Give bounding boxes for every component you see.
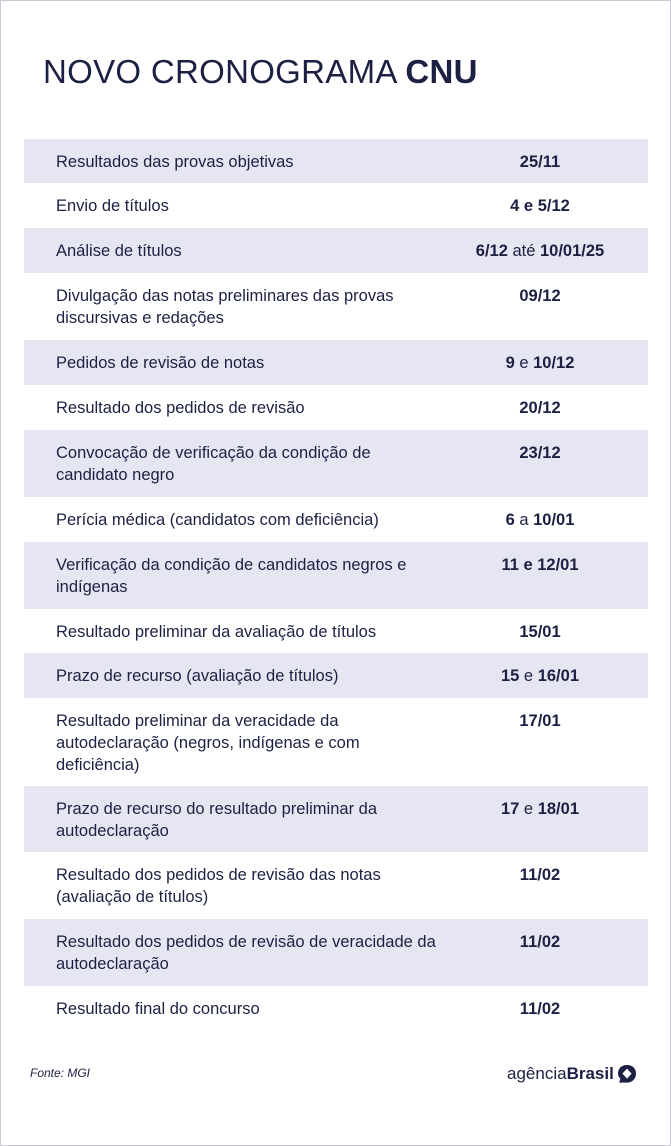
date-value: 16/01	[537, 667, 579, 685]
brand-text-light: agência	[507, 1064, 567, 1083]
row-label: Convocação de verificação da condição de candidato negro	[56, 444, 371, 484]
row-date	[444, 621, 636, 643]
date-value: 6/12	[475, 242, 508, 260]
date-value: 11/02	[519, 1000, 561, 1018]
row-date	[444, 798, 636, 820]
date-value: 10/01/25	[540, 242, 605, 260]
table-row	[24, 786, 648, 852]
table-row	[24, 340, 648, 385]
row-label: Resultado dos pedidos de revisão de veracidade da autodeclaração	[56, 933, 436, 973]
row-date	[444, 509, 636, 531]
row-label: Prazo de recurso do resultado preliminar da autodeclaração	[56, 800, 378, 840]
date-value: 15	[500, 667, 520, 685]
table-row	[24, 273, 648, 340]
row-date	[444, 442, 636, 464]
row-date	[444, 665, 636, 687]
table-row	[24, 986, 648, 1031]
row-label: Resultado preliminar da veracidade da autodeclaração (negros, indígenas e com deficiência)	[56, 712, 360, 774]
date-value: 11 e 12/01	[501, 556, 579, 574]
date-connector: e	[514, 354, 534, 372]
date-connector: até	[507, 242, 540, 260]
table-row	[24, 497, 648, 542]
table-row	[24, 852, 648, 919]
row-label: Divulgação das notas preliminares das provas discursivas e redações	[56, 287, 394, 327]
brand-text-bold: Brasil	[566, 1064, 614, 1083]
table-row	[24, 139, 648, 183]
row-date	[444, 554, 636, 576]
date-value: 11/02	[519, 866, 561, 884]
date-connector: e	[519, 800, 538, 818]
row-date	[444, 195, 636, 217]
date-value: 17/01	[519, 712, 561, 730]
agencia-brasil-logo-icon	[616, 1063, 638, 1085]
row-label: Envio de títulos	[56, 197, 169, 215]
table-row	[24, 919, 648, 986]
row-date	[444, 864, 636, 886]
row-label: Perícia médica (candidatos com deficiência)	[56, 511, 379, 529]
row-label: Prazo de recurso (avaliação de títulos)	[56, 667, 339, 685]
date-value: 9	[505, 354, 515, 372]
row-date	[444, 151, 636, 173]
table-row	[24, 430, 648, 497]
table-row	[24, 183, 648, 228]
table-row	[24, 542, 648, 609]
schedule-table	[24, 139, 648, 1031]
date-value: 20/12	[519, 399, 561, 417]
source-credit: Fonte: MGI	[30, 1066, 91, 1080]
date-value: 11/02	[519, 933, 561, 951]
row-date	[444, 285, 636, 307]
date-value: 17	[500, 800, 520, 818]
row-date	[444, 240, 636, 262]
date-connector: e	[519, 667, 538, 685]
title-light: NOVO CRONOGRAMA	[43, 53, 406, 90]
date-value: 10/12	[533, 354, 575, 372]
page-title	[43, 53, 478, 91]
row-label: Análise de títulos	[56, 242, 182, 260]
date-value: 18/01	[537, 800, 579, 818]
table-row	[24, 385, 648, 430]
date-value: 23/12	[519, 444, 561, 462]
table-row	[24, 228, 648, 273]
table-row	[24, 653, 648, 698]
row-date	[444, 998, 636, 1020]
row-date	[444, 352, 636, 374]
date-value: 09/12	[519, 287, 561, 305]
date-value: 4 e 5/12	[510, 197, 570, 215]
table-row	[24, 698, 648, 786]
date-value: 25/11	[519, 153, 561, 171]
row-label: Resultado preliminar da avaliação de títulos	[56, 623, 377, 641]
date-value: 15/01	[519, 623, 561, 641]
row-label: Resultados das provas objetivas	[56, 153, 294, 171]
brand-logo	[507, 1062, 638, 1086]
row-label: Resultado dos pedidos de revisão das notas (avaliação de títulos)	[56, 866, 381, 906]
row-date	[444, 931, 636, 953]
date-value: 10/01	[533, 511, 575, 529]
row-label: Pedidos de revisão de notas	[56, 354, 265, 372]
table-row	[24, 609, 648, 653]
row-date	[444, 397, 636, 419]
date-connector: a	[514, 511, 534, 529]
row-label: Verificação da condição de candidatos negros e indígenas	[56, 556, 407, 596]
title-bold: CNU	[405, 53, 478, 90]
row-label: Resultado final do concurso	[56, 1000, 260, 1018]
row-label: Resultado dos pedidos de revisão	[56, 399, 305, 417]
date-value: 6	[505, 511, 515, 529]
row-date	[444, 710, 636, 732]
